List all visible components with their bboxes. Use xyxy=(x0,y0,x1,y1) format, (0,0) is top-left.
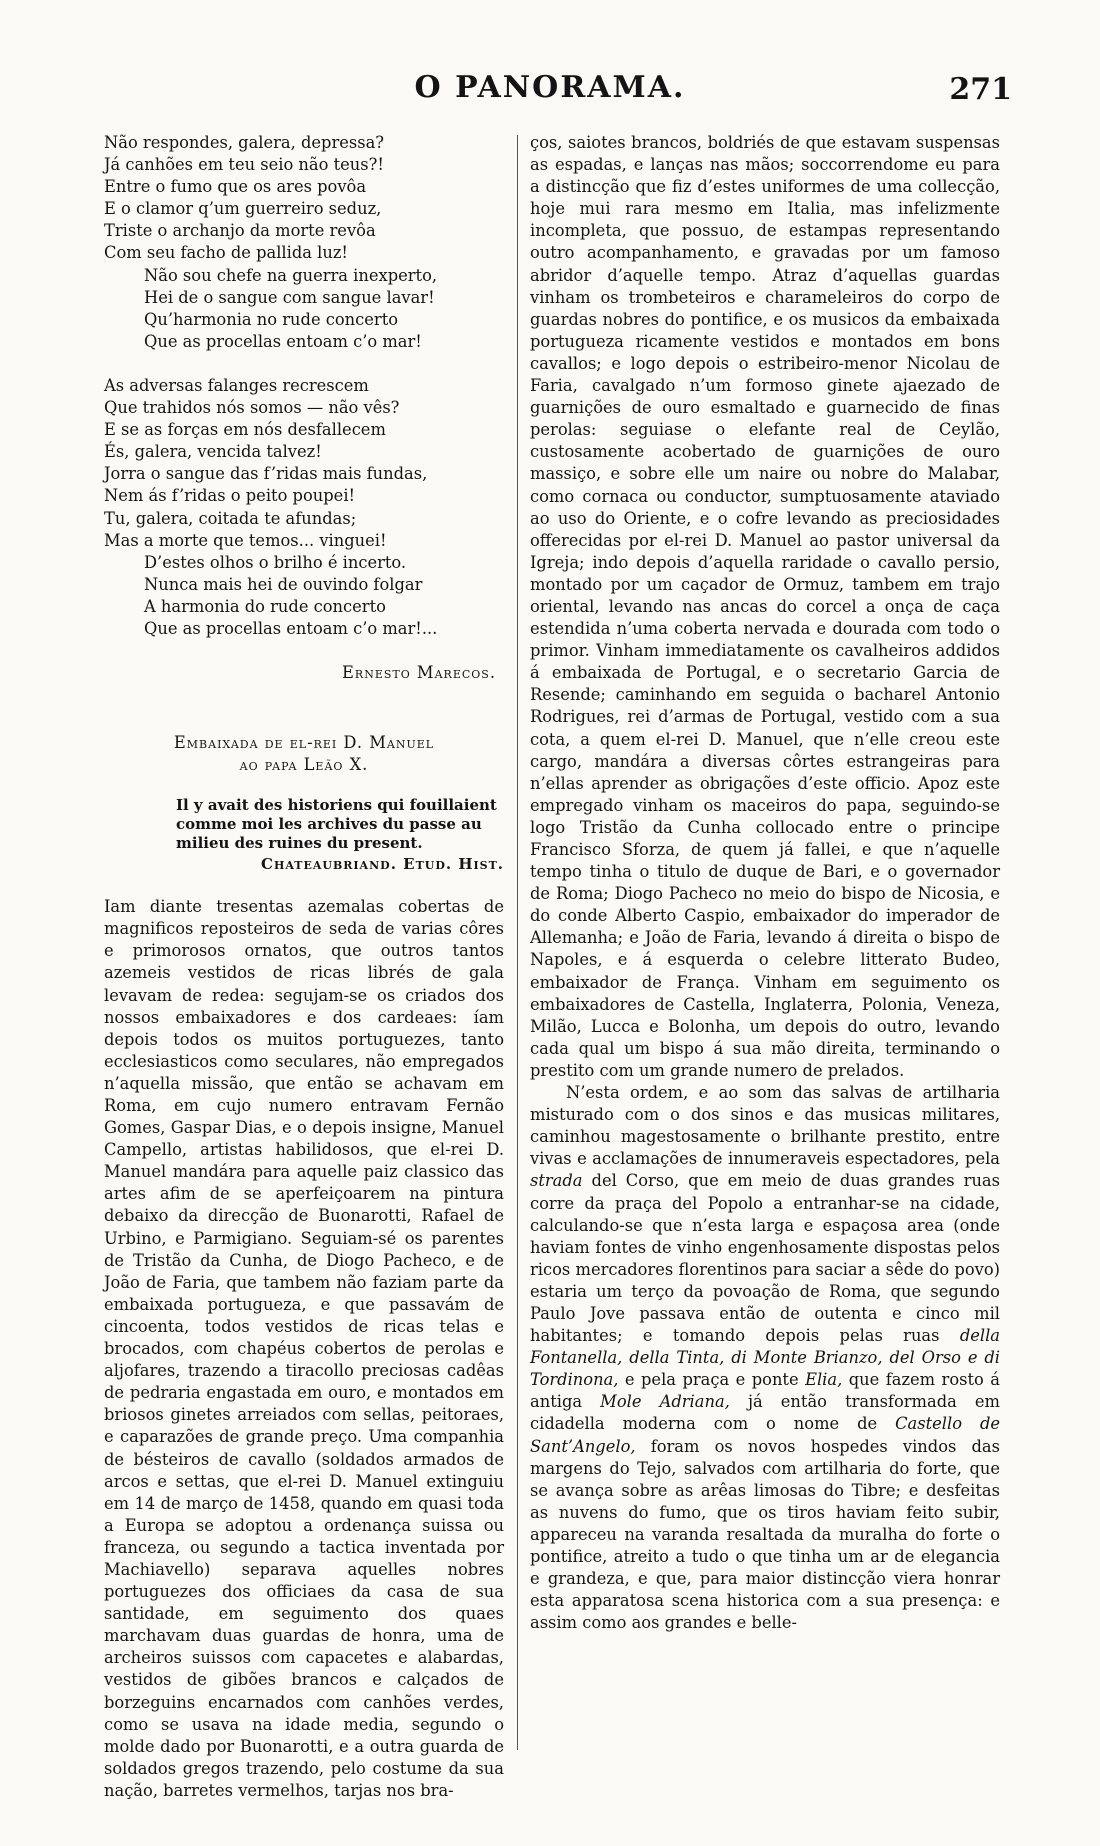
article-heading-line-2: ao papa Leão X. xyxy=(239,755,369,775)
poem-line: Não respondes, galera, depressa? xyxy=(104,133,385,152)
poem-line: Não sou chefe na guerra inexperto, xyxy=(144,265,438,285)
right-column xyxy=(530,132,1000,1634)
italic-run: della Fontanella, della Tinta, di Monte Brianzo, del Orso e di Tordinona, xyxy=(530,1326,1000,1390)
poem-stanza-2 xyxy=(104,375,504,640)
poem-line: Qu’harmonia no rude concerto xyxy=(144,309,399,329)
left-column xyxy=(104,132,504,1802)
italic-run: Mole Adriana, xyxy=(600,1392,730,1412)
paragraph: ços, saiotes brancos, boldriés de que estavam suspensas as espadas, e lanças nas mãos; soccorrendome eu para a distincção que fiz d’estes uniformes de uma collecção, hoje mui rara mesmo em Italia, mas infelizmente incompleta, que possuo, de estampas representando outro acompanhamento, e gravadas por um famoso abridor d’aquelle tempo. Atraz d’aquellas guardas vinham os trombeteiros e charameleiros do corpo de guardas nobres do pontifice, e os musicos da embaixada portugueza ricamente vestidos e montados em bons cavallos; e logo depois o estribeiro-menor Nicolau de Faria, cavalgado n’um formoso ginete ajaezado de guarnições de ouro esmaltado e guarnecido de finas perolas: seguiase o elefante real de Ceylão, custosamente acobertado de guarnições de ouro massiço, e sobre elle um naire ou nobre do Malabar, como cornaca ou conductor, sumptuosamente ataviado ao uso do Oriente, e o cofre levando as preciosidades offerecidas por el-rei D. Manuel ao pastor universal da Igreja; indo depois d’aquella raridade o cavallo persio, montado por um caçador de Ormuz, tambem em trajo oriental, levando nas ancas do corcel a onça de caça estendida n’uma coberta nervada e dourada com todo o primor. Vinham immediatamente os cavalheiros addidos á embaixada de Portugal, e o secretario Garcia de Resende; caminhando em seguida o bacharel Antonio Rodrigues, rei d’armas de Portugal, vestido com a sua cota, a quem el-rei D. Manuel, que n’elle creou este cargo, mandára a diversas côrtes estrangeiras para n’ellas aprender as obrigações d’este officio. Apoz este empregado vinham os maceiros do papa, seguindo-se logo Tristão da Cunha collocado entre o principe Francisco Sforza, de quem já fallei, e que n’aquelle tempo tinha o titulo de duque de Bari, e o governador de Roma; Diogo Pacheco no meio do bispo de Nicosia, e do conde Alberto Caspio, embaixador do imperador de Allemanha; e João de Faria, levando á direita o bispo de Napoles, e á esquerda o celebre litterato Budeo, embaixador de França. Vinham em seguimento os embaixadores de Castella, Inglaterra, Polonia, Veneza, Milão, Lucca e Bolonha, um depois do outro, levando cada qual um bispo á sua mão direita, terminando o prestito com um grande numero de prelados. xyxy=(530,133,1000,1080)
article-heading xyxy=(104,732,504,776)
poem-line: Entre o fumo que os ares povôa xyxy=(104,177,367,197)
text-run: e pela praça e ponte xyxy=(618,1370,806,1390)
poem-line: Que as procellas entoam c’o mar!... xyxy=(144,618,438,638)
epigraph-text: Il y avait des historiens qui fouillaient comme moi les archives du passe au milieu des ruines du present. xyxy=(176,796,497,853)
article-body-left xyxy=(104,896,504,1802)
text-run: que fazem rosto á antiga xyxy=(530,1370,1001,1412)
poem-line: És, galera, vencida talvez! xyxy=(104,442,322,462)
text-run: del Corso, que em meio de duas grandes ruas corre da praça del Popolo a entranhar-se na cidade, calculando-se que n’esta larga e espaçosa area (onde haviam fontes de vinho engenhosamente dispostas pelos ricos mercadores florentinos para saciar a sêde do povo) estaria um terço da povoação de Roma, que segundo Paulo Jove passava então de outenta e cinco mil habitantes; e tomando depois pelas ruas xyxy=(530,1171,1000,1346)
epigraph-source: Chateaubriand. Etud. Hist. xyxy=(261,855,504,874)
poem-line: Hei de o sangue com sangue lavar! xyxy=(144,287,435,307)
text-run: N’esta ordem, e ao som das salvas de artilharia misturado com o dos sinos e das musicas militares, caminhou magestosamente o brilhante prestito, entre vivas e acclamações de innumeraveis espectadores, pela xyxy=(530,1083,1000,1169)
page-number: 271 xyxy=(949,72,1012,107)
italic-run: strada xyxy=(530,1171,583,1191)
poem-line: Jorra o sangue das f’ridas mais fundas, xyxy=(104,464,428,484)
article-heading-line-1: Embaixada de el-rei D. Manuel xyxy=(173,733,435,753)
poem-line: D’estes olhos o brilho é incerto. xyxy=(144,552,407,572)
poem-line: Nunca mais hei de ouvindo folgar xyxy=(144,574,423,594)
poem-line: E se as forças em nós desfallecem xyxy=(104,420,386,440)
page-header xyxy=(0,70,1100,114)
poem-line: Que as procellas entoam c’o mar! xyxy=(144,331,422,351)
italic-run: Castello de Sant’Angelo, xyxy=(530,1414,1000,1456)
poem-stanza-1 xyxy=(104,132,504,353)
poem-line: Já canhões em teu seio não teus?! xyxy=(104,155,384,175)
italic-run: Elia, xyxy=(805,1370,843,1390)
page-title: O PANORAMA. xyxy=(414,70,686,105)
epigraph xyxy=(176,796,504,874)
poem-line: E o clamor q’um guerreiro seduz, xyxy=(104,199,382,219)
article-body-right xyxy=(530,132,1000,1634)
poem-signature: Ernesto Marecos. xyxy=(342,663,496,683)
poem-line: Que trahidos nós somos — não vês? xyxy=(104,398,400,418)
poem-line: A harmonia do rude concerto xyxy=(144,596,386,616)
paragraph: Iam diante tresentas azemalas cobertas de magnificos reposteiros de seda de varias côres e primorosos ornatos, que outros tantos azemeis vestidos de ricas librés de gala levavam de redea: segujam-se os criados dos nossos embaixadores e dos cardeaes: íam depois todos os muitos portuguezes, tanto ecclesiasticos como seculares, não empregados n’aquella missão, que então se achavam em Roma, em cujo numero entravam Fernão Gomes, Gaspar Dias, e o depois insigne, Manuel Campello, artistas habilidosos, que el-rei D. Manuel mandára para aquelle paiz classico das artes afim de se aperfeiçoarem na pintura debaixo da direcção de Buonarotti, Rafael de Urbino, e Parmigiano. Seguiam-sé os parentes de Tristão da Cunha, de Diogo Pacheco, e de João de Faria, que tambem não faziam parte da embaixada portugueza, e que passavám de cincoenta, todos vestidos de ricas telas e brocados, com chapéus cobertos de perolas e aljofares, trazendo a tiracollo preciosas cadêas de pedraria engastada em ouro, e montados em briosos ginetes arreiados com sellas, peitoraes, e caparazões de grande preço. Uma companhia de bésteiros de cavallo (soldados armados de arcos e settas, que el-rei D. Manuel extinguiu em 14 de março de 1458, quando em quasi toda a Europa se adoptou a ordenança suissa ou franceza, ou segundo a tactica inventada por Machiavello) separava aquelles nobres portuguezes dos officiaes da casa de sua santidade, em seguimento dos quaes marchavam duas guardas de honra, uma de archeiros suissos com capacetes e alabardas, vestidos de gibões brancos e calçados de borzeguins encarnados com canhões verdes, como se usava na idade media, segundo o molde dado por Buonarotti, e a outra guarda de soldados gregos trazendo, pelo costume da sua nação, barretes vermelhos, tarjas nos bra- xyxy=(104,897,504,1800)
paragraph xyxy=(530,1082,1000,1634)
poem-line: Tu, galera, coitada te afundas; xyxy=(104,508,357,528)
poem-line: Com seu facho de pallida luz! xyxy=(104,243,348,263)
text-run: foram os novos hospedes vindos das margens do Tejo, salvados com artilharia do forte, que se avança sobre as arêas limosas do Tibre; e desfeitas as nuvens do fumo, que os tiros haviam feito subir, appareceu na varanda resaltada da muralha do forte o pontifice, atreito a tudo o que tinha um ar de elegancia e grandeza, e que, para maior distincção viera honrar esta apparatosa scena historica com a sua presença: e assim como aos grandes e belle- xyxy=(530,1436,1000,1633)
poem-line: Nem ás f’ridas o peito poupei! xyxy=(104,486,356,506)
poem-line: As adversas falanges recrescem xyxy=(104,375,369,395)
poem-line: Mas a morte que temos... vinguei! xyxy=(104,530,387,550)
poem xyxy=(104,132,504,684)
poem-line: Triste o archanjo da morte revôa xyxy=(104,221,376,241)
text-run: já então transformada em cidadella moderna com o nome de xyxy=(530,1392,1000,1434)
column-divider xyxy=(517,135,518,1750)
stanza-gap xyxy=(104,353,504,375)
